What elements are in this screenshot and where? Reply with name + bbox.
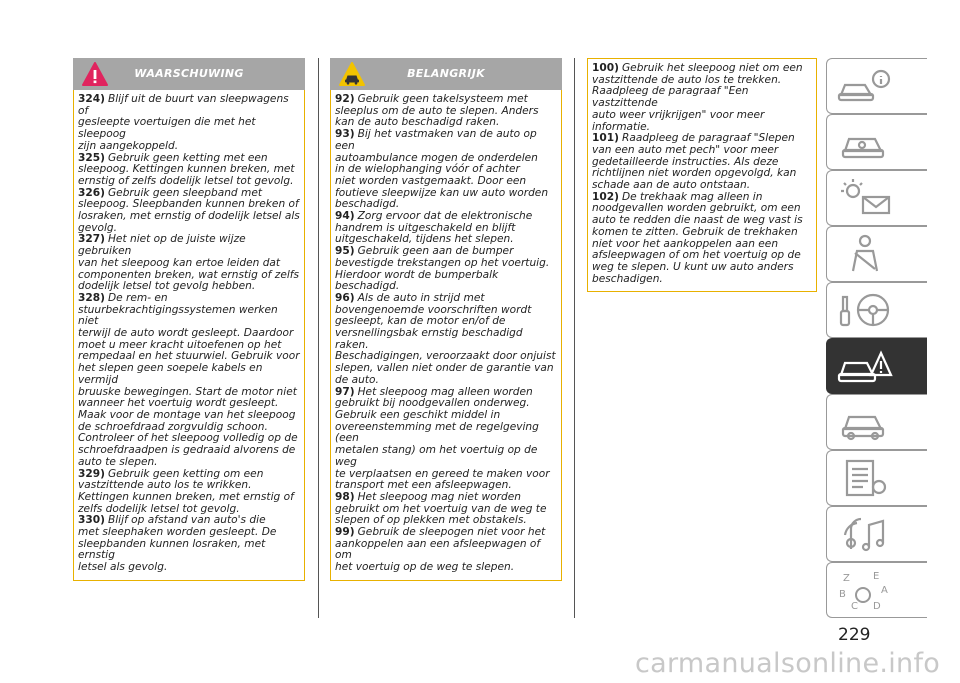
seatbelt-airbag-icon — [835, 233, 895, 275]
chapter-tab-driving[interactable] — [826, 282, 927, 338]
column-divider — [574, 58, 575, 618]
important-item: 100) Gebruik het sleepoog niet om een vastzittende de auto los te trekken. Raadpleeg de paragraaf "Een vastzittende auto weer vrijkrijgen" voor meer informatie. — [592, 62, 803, 133]
warning-title: WAARSCHUWING — [134, 67, 244, 80]
chapter-tab-emergency[interactable] — [826, 338, 927, 394]
steering-wheel-icon — [835, 289, 895, 331]
important-item: 93) Bij het vastmaken van de auto op een autoambulance mogen de onderdelen in de wielophanging vóór of achter niet worden vastgemaakt. Door een foutieve sleepwijze kan uw auto worden beschadigd. — [335, 128, 549, 211]
important-box — [330, 90, 562, 581]
important-item: 95) Gebruik geen aan de bumper bevestigde trekstangen op het voertuig. Hierdoor wordt de bumperbalk beschadigd. — [335, 245, 550, 293]
specifications-icon — [835, 457, 895, 499]
chapter-tab-multimedia[interactable] — [826, 506, 927, 562]
chapter-tab-index[interactable] — [826, 562, 927, 618]
important-item: 99) Gebruik de sleepogen niet voor het aankoppelen aan een afsleepwagen of om het voertuig op de weg te slepen. — [335, 526, 546, 574]
lights-envelope-icon — [835, 177, 895, 219]
important-item: 97) Het sleepoog mag alleen worden gebruikt bij noodgevallen onderweg. Gebruik een geschikt middel in overeenstemming met de regelgeving (een metalen stang) om het voertuig op de weg te verplaatsen en gereed te maken voor transport met een afsleepwagen. — [335, 385, 550, 492]
index-alphabet-icon — [835, 569, 895, 611]
emergency-car-icon — [835, 345, 895, 387]
important-item: 92) Gebruik geen takelsysteem met sleeplus om de auto te slepen. Anders kan de auto beschadigd raken. — [335, 93, 539, 129]
chapter-tab-maintenance[interactable] — [826, 394, 927, 450]
chapter-tab-specifications[interactable] — [826, 450, 927, 506]
svg-text:B: B — [839, 589, 846, 600]
chapter-tab-car-info[interactable] — [826, 58, 927, 114]
page-number: 229 — [838, 625, 871, 645]
multimedia-icon — [835, 513, 895, 555]
svg-text:A: A — [881, 585, 888, 596]
important-header — [330, 58, 562, 90]
continued-box — [587, 58, 817, 292]
warning-item: 325) Gebruik geen ketting met een sleepoog. Kettingen kunnen breken, met ernstig of zelfs dodelijk letsel tot gevolg. — [78, 151, 295, 187]
car-info-icon — [835, 65, 895, 107]
important-item: 96) Als de auto in strijd met bovengenoemde voorschriften wordt gesleept, kan de motor en/of de versnellingsbak ernstig beschadigd raken. Beschadigingen, veroorzaakt door onjuist slepen, vallen niet onder de garantie van de auto. — [335, 291, 556, 386]
important-title: BELANGRIJK — [407, 67, 485, 80]
warning-item: 329) Gebruik geen ketting om een vastzittende auto los te wrikken. Kettingen kunnen breken, met ernstig of zelfs dodelijk letsel tot gevolg. — [78, 467, 294, 515]
svg-text:C: C — [851, 601, 858, 611]
chapter-tab-safety[interactable] — [826, 226, 927, 282]
svg-text:D: D — [873, 601, 881, 611]
column-divider — [318, 58, 319, 618]
svg-text:Z: Z — [843, 573, 850, 584]
chapter-tab-dashboard[interactable] — [826, 114, 927, 170]
warning-header — [73, 58, 305, 90]
car-maintenance-icon — [835, 401, 895, 443]
warning-item: 326) Gebruik geen sleepband met sleepoog. Sleepbanden kunnen breken of losraken, met ernstig of dodelijk letsel als gevolg. — [78, 186, 300, 234]
important-section — [330, 58, 562, 581]
important-item: 98) Het sleepoog mag niet worden gebruikt om het voertuig van de weg te slepen of op plekken met obstakels. — [335, 490, 547, 527]
warning-item: 327) Het niet op de juiste wijze gebruiken van het sleepoog kan ertoe leiden dat componenten breken, wat ernstig of zelfs dodelijk letsel tot gevolg hebben. — [78, 233, 300, 293]
important-continued — [587, 58, 817, 292]
svg-text:E: E — [873, 571, 880, 582]
important-item: 101) Raadpleeg de paragraaf "Slepen van een auto met pech" voor meer gedetailleerde instructies. Als deze richtlijnen niet worden opgevolgd, kan schade aan de auto ontstaan. — [592, 132, 797, 192]
dashboard-car-icon — [835, 121, 895, 163]
important-item: 102) De trekhaak mag alleen in noodgevallen worden gebruikt, om een auto te redden die naast de weg vast is komen te zitten. Gebruik de trekhaken niet voor het aankoppelen aan een afsleepwagen of om het voertuig op de weg te slepen. U kunt uw auto anders beschadigen. — [592, 190, 803, 285]
warning-item: 328) De rem- en stuurbekrachtigingssystemen werken niet terwijl de auto wordt gesleept. Daardoor moet u meer kracht uitoefenen op het rempedaal en het stuurwiel. Gebruik voor het slepen geen soepele kabels en vermijd bruuske bewegingen. Start de motor niet wanneer het voertuig wordt gesleept. Maak voor de montage van het sleepoog de schroefdraad zorgvuldig schoon. Controleer of het sleepoog volledig op de schroefdraadpen is gedraaid alvorens de auto te slepen. — [78, 291, 300, 468]
warning-box — [73, 90, 305, 581]
important-item: 94) Zorg ervoor dat de elektronische handrem is uitgeschakeld en blijft uitgeschakeld, tijdens het slepen. — [335, 210, 533, 246]
warning-section — [73, 58, 305, 581]
warning-item: 324) Blijf uit de buurt van sleepwagens of gesleepte voertuigen die met het sleepoog zijn aangekoppeld. — [78, 93, 289, 152]
chapter-tab-lights[interactable] — [826, 170, 927, 226]
watermark: carmanualsonline.info — [635, 648, 941, 679]
warning-item: 330) Blijf op afstand van auto's die met sleephaken worden gesleept. De sleepbanden kunnen losraken, met ernstig letsel als gevolg. — [78, 514, 277, 574]
